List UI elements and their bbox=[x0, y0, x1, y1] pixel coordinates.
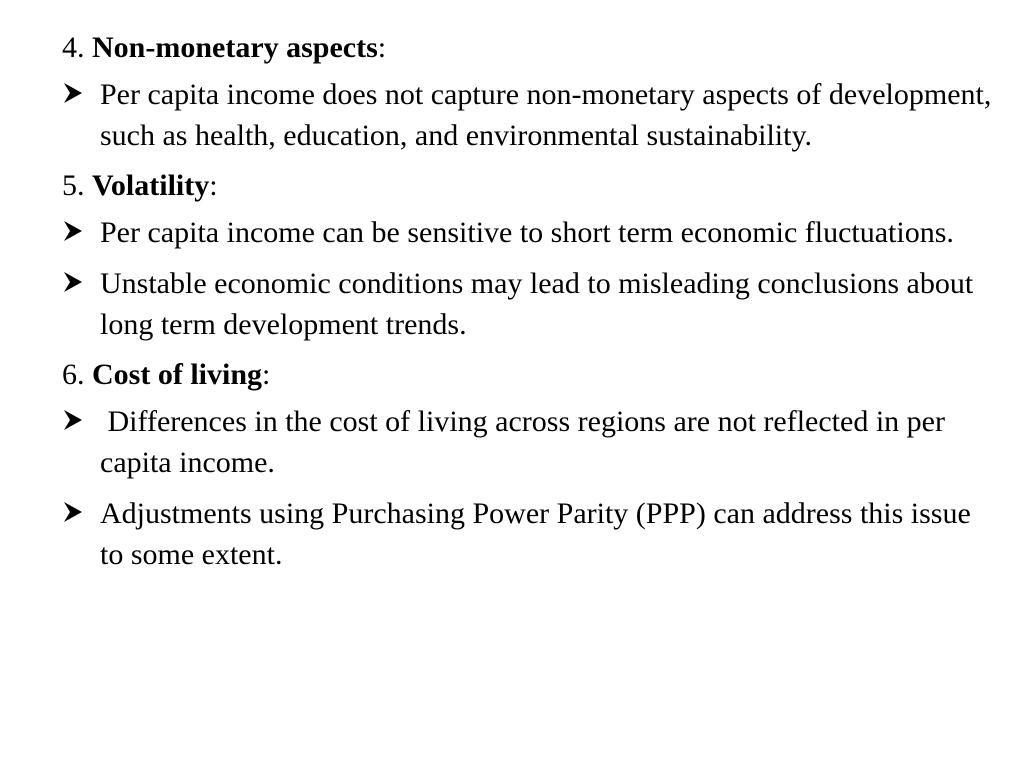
bullet-text: Adjustments using Purchasing Power Parity (PPP) can address this issue to some extent. bbox=[100, 497, 971, 571]
section-suffix: : bbox=[262, 358, 271, 391]
section-title: Cost of living bbox=[92, 358, 263, 391]
arrowhead-bullet-icon bbox=[62, 220, 84, 242]
bullet-text: Per capita income does not capture non-monetary aspects of development, such as health, education, and environmental sustainability. bbox=[100, 78, 992, 152]
bullet-item bbox=[62, 493, 992, 575]
arrowhead-bullet-icon bbox=[62, 409, 84, 431]
bullet-item bbox=[62, 401, 992, 483]
bullet-item bbox=[62, 263, 992, 345]
arrowhead-bullet-icon bbox=[62, 271, 84, 293]
section-heading bbox=[62, 166, 992, 206]
section-heading bbox=[62, 355, 992, 395]
section-suffix: : bbox=[209, 169, 218, 202]
section-suffix: : bbox=[377, 31, 387, 64]
arrowhead-bullet-icon bbox=[62, 501, 84, 523]
bullet-item bbox=[62, 74, 992, 156]
bullet-text: Unstable economic conditions may lead to misleading conclusions about long term development trends. bbox=[100, 267, 974, 341]
bullet-text: Differences in the cost of living across regions are not reflected in per capita income. bbox=[100, 405, 953, 479]
section-number: 4. bbox=[62, 31, 85, 64]
section-number: 6. bbox=[62, 358, 85, 391]
slide-content bbox=[62, 28, 992, 585]
section-heading bbox=[62, 28, 992, 68]
section-title: Non-monetary aspects bbox=[92, 31, 378, 64]
section-title: Volatility bbox=[92, 169, 210, 202]
section-number: 5. bbox=[62, 169, 85, 202]
bullet-text: Per capita income can be sensitive to short term economic fluctuations. bbox=[100, 216, 954, 249]
bullet-item bbox=[62, 212, 992, 253]
arrowhead-bullet-icon bbox=[62, 82, 84, 104]
